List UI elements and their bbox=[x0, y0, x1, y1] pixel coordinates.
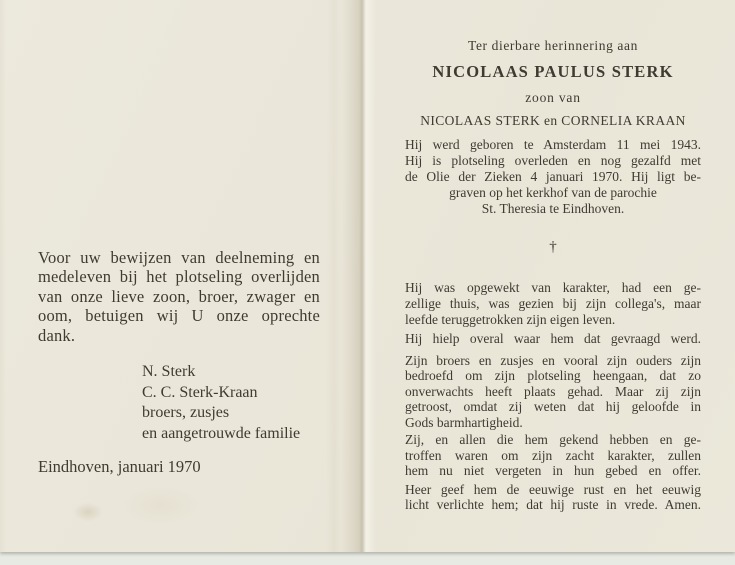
text-line: dank. bbox=[38, 325, 76, 345]
text-line: graven op het kerkhof van de parochie bbox=[449, 184, 657, 200]
signatories-block bbox=[142, 362, 342, 444]
text-line: Zijn broers en zusjes en vooral zijn ouders zijn bbox=[405, 352, 701, 368]
right-page bbox=[405, 38, 701, 513]
text-line: van onze lieve zoon, broer, zwager en bbox=[38, 286, 320, 306]
thank-you-paragraph bbox=[38, 248, 320, 345]
signatory-family: en aangetrouwde familie bbox=[142, 424, 301, 442]
text-line: Hij is plotseling overleden en nog gezalfd met bbox=[405, 153, 701, 169]
text-line: oom, betuigen wij U onze oprechte bbox=[38, 306, 320, 326]
prayer-paragraph bbox=[405, 482, 701, 513]
parents-names: NICOLAAS STERK en CORNELIA KRAAN bbox=[420, 112, 686, 128]
helpfulness-paragraph bbox=[405, 331, 701, 347]
remembrance-paragraph bbox=[405, 432, 701, 479]
text-line: hem nu niet vergeten in hun gebed en offer. bbox=[405, 463, 701, 479]
text-line: Heer geef hem de eeuwige rust en het eeuwig bbox=[405, 481, 701, 497]
text-line: bedroefd om zijn plotseling heengaan, dat zo bbox=[405, 368, 701, 384]
deceased-name: NICOLAAS PAULUS STERK bbox=[432, 61, 674, 81]
text-line: licht verlichte hem; dat hij ruste in vrede. Amen. bbox=[405, 497, 701, 513]
cross-icon: † bbox=[549, 239, 557, 256]
text-line: St. Theresia te Eindhoven. bbox=[481, 200, 625, 216]
text-line: Hij werd geboren te Amsterdam 11 mei 1943. bbox=[405, 137, 701, 153]
place-dateline: Eindhoven, januari 1970 bbox=[38, 457, 201, 476]
text-line: getroost, omdat zij weten dat hij geloofde in bbox=[405, 399, 701, 415]
signatory-mother: C. C. Sterk-Kraan bbox=[142, 383, 258, 401]
text-line: de Olie der Zieken 4 januari 1970. Hij ligt be- bbox=[405, 168, 701, 184]
signatory-siblings: broers, zusjes bbox=[142, 404, 230, 422]
text-line: Zij, en allen die hem gekend hebben en ge- bbox=[405, 432, 701, 448]
text-line: Gods barmhartigheid. bbox=[405, 414, 523, 430]
life-dates-paragraph bbox=[405, 137, 701, 216]
text-line: leefde teruggetrokken zijn eigen leven. bbox=[405, 311, 616, 327]
text-line: onverwachts heeft plaats gehad. Maar zij zijn bbox=[405, 383, 701, 399]
character-paragraph bbox=[405, 280, 701, 327]
signatory-father: N. Sterk bbox=[142, 363, 196, 380]
text-line: troffen waren om zijn zacht karakter, zullen bbox=[405, 447, 701, 463]
text-line: Hij hielp overal waar hem dat gevraagd werd. bbox=[405, 330, 701, 346]
memorial-intro: Ter dierbare herinnering aan bbox=[468, 38, 638, 53]
family-grief-paragraph bbox=[405, 353, 701, 431]
text-line: Voor uw bewijzen van deelneming en bbox=[38, 248, 320, 267]
text-line: zellige thuis, was gezien bij zijn collega's, maar bbox=[405, 296, 701, 312]
relation-label: zoon van bbox=[525, 89, 581, 105]
text-line: Hij was opgewekt van karakter, had een ge- bbox=[405, 280, 701, 296]
text-line: medeleven bij het plotseling overlijden bbox=[38, 267, 320, 287]
